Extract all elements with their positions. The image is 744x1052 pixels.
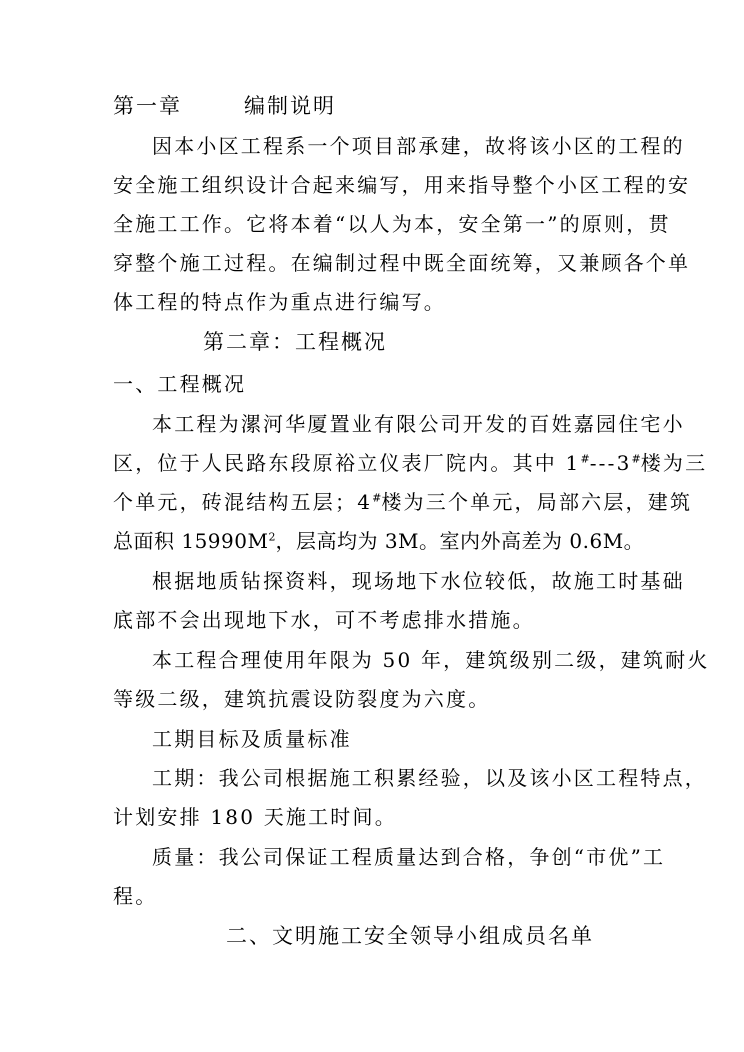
chapter-1-para-line-4: 穿整个施工过程。在编制过程中既全面统筹，又兼顾各个单 — [113, 251, 691, 275]
intro-line-2-text-b: ---3 — [589, 451, 632, 475]
intro-line-3-text-b: 楼为三个单元，局部六层，建筑 — [381, 490, 693, 514]
service-line-1: 本工程合理使用年限为 50 年，建筑级别二级，建筑耐火 — [152, 648, 710, 672]
squared-superscript: 2 — [268, 530, 276, 544]
geo-line-2: 底部不会出现地下水，可不考虑排水措施。 — [113, 608, 535, 632]
chapter-1-para-line-3: 全施工工作。它将本着“以人为本，安全第一”的原则，贯 — [113, 212, 671, 236]
geo-line-1: 根据地质钻探资料，现场地下水位较低，故施工时基础 — [152, 569, 685, 593]
section-2-heading: 二、文明施工安全领导小组成员名单 — [226, 924, 594, 948]
hash-superscript: # — [580, 452, 590, 466]
intro-line-1: 本工程为漯河华厦置业有限公司开发的百姓嘉园住宅小 — [152, 412, 685, 436]
chapter-1-para-line-2: 安全施工组织设计合起来编写，用来指导整个小区工程的安 — [113, 173, 691, 197]
chapter-1-heading — [113, 94, 336, 118]
target-heading: 工期目标及质量标准 — [152, 727, 352, 751]
schedule-line-1: 工期：我公司根据施工积累经验，以及该小区工程特点， — [152, 766, 707, 790]
section-1-heading: 一、工程概况 — [113, 372, 247, 396]
hash-superscript: # — [631, 452, 641, 466]
intro-line-3 — [113, 490, 692, 514]
quality-line-1: 质量：我公司保证工程质量达到合格，争创“市优”工 — [152, 845, 666, 869]
intro-line-4-text-a: 总面积 15990M — [113, 529, 269, 553]
intro-line-4-text-b: ，层高均为 3M。室内外高差为 0.6M。 — [275, 529, 645, 553]
chapter-1-title: 编制说明 — [244, 94, 336, 118]
intro-line-3-text-a: 个单元，砖混结构五层；4 — [113, 490, 373, 514]
chapter-1-number: 第一章 — [113, 94, 182, 118]
chapter-1-para-line-1: 因本小区工程系一个项目部承建，故将该小区的工程的 — [152, 134, 685, 158]
hash-superscript: # — [372, 491, 382, 505]
chapter-1-para-line-5: 体工程的特点作为重点进行编写。 — [113, 290, 446, 314]
quality-line-2: 程。 — [113, 884, 158, 908]
intro-line-4 — [113, 529, 644, 553]
intro-line-2-text-a: 区，位于人民路东段原裕立仪表厂院内。其中 1 — [113, 451, 581, 475]
intro-line-2 — [113, 451, 707, 475]
schedule-line-2: 计划安排 180 天施工时间。 — [113, 805, 397, 829]
chapter-2-heading: 第二章：工程概况 — [203, 330, 387, 354]
service-line-2: 等级二级，建筑抗震设防裂度为六度。 — [113, 687, 491, 711]
intro-line-2-text-c: 楼为三 — [640, 451, 708, 475]
